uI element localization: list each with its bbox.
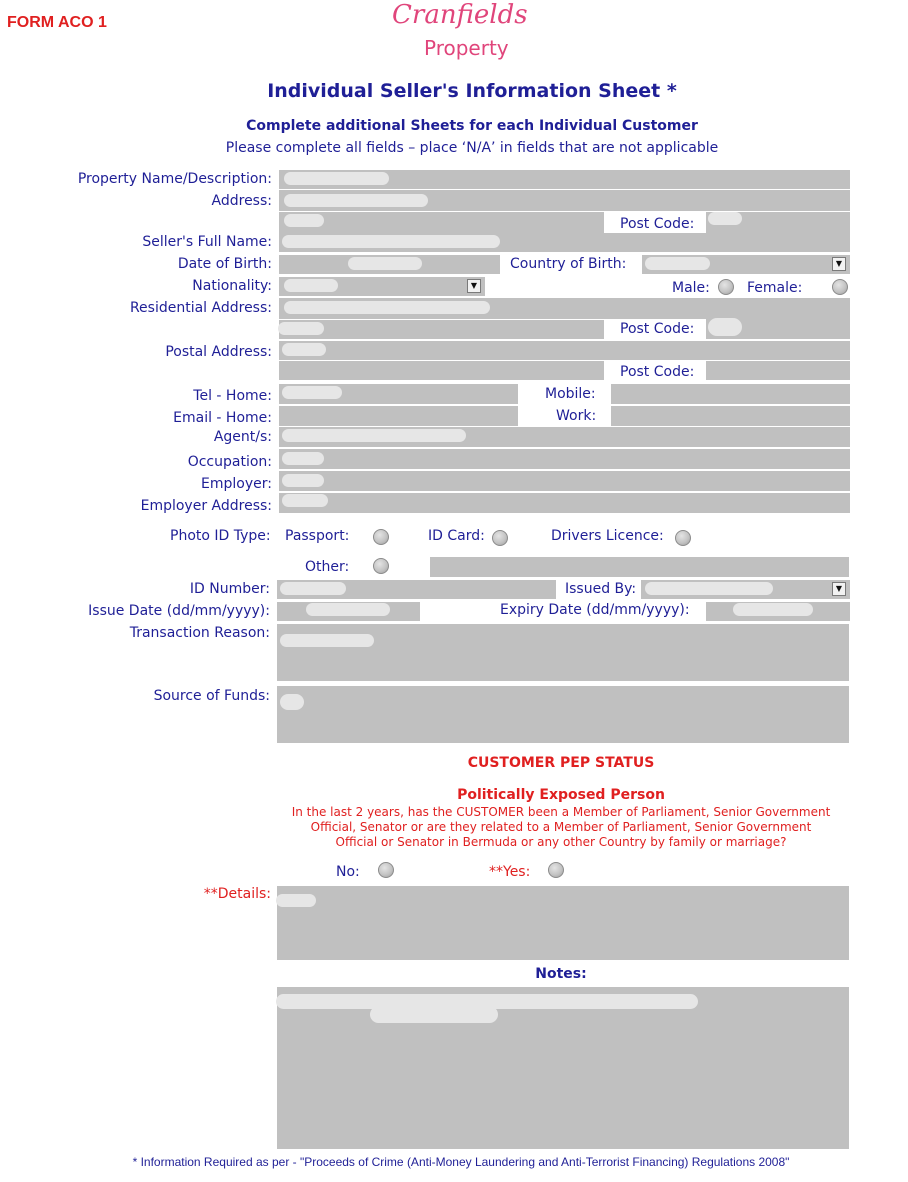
employer-field[interactable] [279,471,850,491]
work-field[interactable] [611,406,850,426]
footer-note: * Information Required as per - "Proceeds of Crime (Anti-Money Laundering and Anti-Terrorist Financing) Regulations 2008" [132,1155,790,1169]
work-label: Work: [556,408,597,424]
id-number-label: ID Number: [189,581,270,597]
pep-no-radio[interactable] [378,862,394,878]
page-instruction: Please complete all fields – place ‘N/A’ in fields that are not applicable [225,140,719,156]
notes-label: Notes: [535,966,587,982]
redaction-blur [282,235,500,248]
residential-field-line2[interactable] [279,320,604,339]
page-subtitle: Complete additional Sheets for each Individual Customer [246,118,698,134]
post-code-label-3: Post Code: [620,364,695,380]
mobile-field[interactable] [611,384,850,404]
company-logo [392,0,528,62]
sellers-name-label: Seller's Full Name: [142,234,272,250]
country-of-birth-label: Country of Birth: [510,256,627,272]
redaction-blur [280,582,346,595]
redaction-blur [282,343,326,356]
redaction-blur [645,257,710,270]
nationality-label: Nationality: [192,278,272,294]
pep-question-line3: Official or Senator in Bermuda or any other Country by family or marriage? [335,835,787,849]
redaction-blur [733,603,813,616]
redaction-blur [645,582,773,595]
address-label: Address: [211,193,272,209]
drivers-licence-radio[interactable] [675,530,691,546]
redaction-blur [284,214,324,227]
other-radio[interactable] [373,558,389,574]
pep-question-line1: In the last 2 years, has the CUSTOMER been a Member of Parliament, Senior Government [291,805,831,819]
transaction-reason-field[interactable] [277,624,849,681]
redaction-blur [282,386,342,399]
female-label: Female: [747,280,803,296]
pep-yes-radio[interactable] [548,862,564,878]
employer-address-field[interactable] [279,493,850,513]
pep-subheading: Politically Exposed Person [457,787,665,803]
redaction-blur [282,474,324,487]
email-home-label: Email - Home: [173,410,272,426]
pep-heading: CUSTOMER PEP STATUS [467,755,655,771]
redaction-blur [284,279,338,292]
redaction-blur [284,194,428,207]
logo-line2: Property [424,36,509,60]
redaction-blur [306,603,390,616]
agents-label: Agent/s: [213,429,272,445]
form-code: FORM ACO 1 [7,14,107,31]
expiry-date-label: Expiry Date (dd/mm/yyyy): [500,602,690,618]
post-code-field-3[interactable] [706,361,850,380]
occupation-label: Occupation: [187,454,272,470]
passport-label: Passport: [285,528,350,544]
postal-field-line2[interactable] [279,361,604,380]
redaction-blur [278,322,324,335]
redaction-blur [282,494,328,507]
redaction-blur [348,257,422,270]
country-of-birth-dropdown-icon[interactable]: ▼ [832,257,846,271]
pep-details-label: **Details: [203,886,271,902]
pep-no-label: No: [336,864,360,880]
source-of-funds-field[interactable] [277,686,849,743]
email-home-field[interactable] [279,406,518,426]
property-label: Property Name/Description: [77,171,272,187]
tel-home-label: Tel - Home: [193,388,272,404]
pep-question-line2: Official, Senator or are they related to a Member of Parliament, Senior Government [310,820,812,834]
occupation-field[interactable] [279,449,850,469]
issued-by-dropdown-icon[interactable]: ▼ [832,582,846,596]
redaction-blur [276,894,316,907]
transaction-reason-label: Transaction Reason: [129,625,270,641]
redaction-blur [284,172,389,185]
source-of-funds-label: Source of Funds: [153,688,270,704]
address-field-line2[interactable] [279,212,604,233]
dob-label: Date of Birth: [177,256,272,272]
logo-line1: Cranfields [392,0,528,30]
nationality-dropdown-icon[interactable]: ▼ [467,279,481,293]
passport-radio[interactable] [373,529,389,545]
redaction-blur [284,301,490,314]
redaction-blur [708,212,742,225]
pep-yes-label: **Yes: [489,864,531,880]
drivers-licence-label: Drivers Licence: [551,528,664,544]
redaction-blur [370,1006,498,1023]
male-radio[interactable] [718,279,734,295]
male-label: Male: [672,280,710,296]
issue-date-label: Issue Date (dd/mm/yyyy): [88,603,270,619]
postal-label: Postal Address: [165,344,272,360]
notes-field[interactable] [277,987,849,1149]
page-title: Individual Seller's Information Sheet * [267,80,677,102]
post-code-label-2: Post Code: [620,321,695,337]
residential-label: Residential Address: [129,300,272,316]
photo-id-label: Photo ID Type: [170,528,271,544]
employer-address-label: Employer Address: [140,498,272,514]
other-field[interactable] [430,557,849,577]
id-card-radio[interactable] [492,530,508,546]
id-card-label: ID Card: [428,528,485,544]
pep-details-field[interactable] [277,886,849,960]
female-radio[interactable] [832,279,848,295]
redaction-blur [282,429,466,442]
other-label: Other: [305,559,350,575]
post-code-label-1: Post Code: [620,216,695,232]
postal-field[interactable] [279,341,850,360]
issued-by-label: Issued By: [565,581,637,597]
redaction-blur [280,694,304,710]
redaction-blur [280,634,374,647]
employer-label: Employer: [201,476,272,492]
mobile-label: Mobile: [545,386,596,402]
redaction-blur [282,452,324,465]
redaction-blur [708,318,742,336]
